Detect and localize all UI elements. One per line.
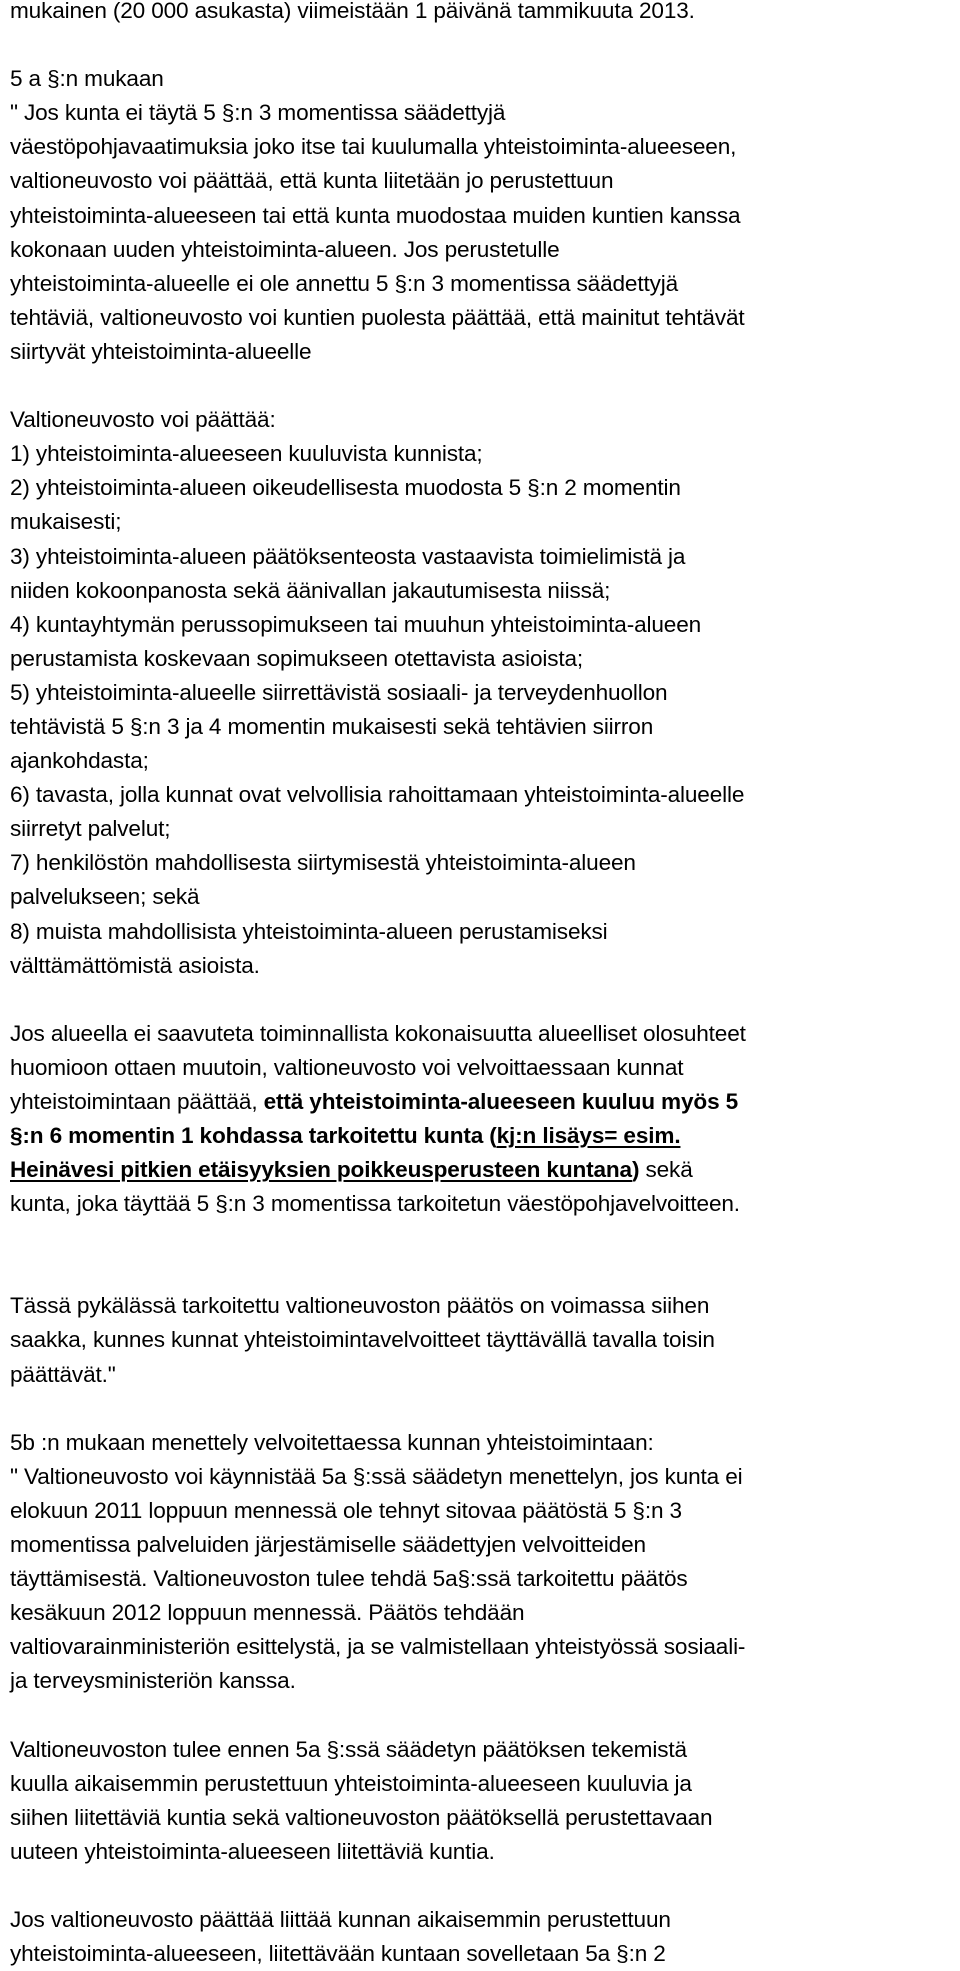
- decision-item: 2) yhteistoiminta-alueen oikeudellisesta muodosta 5 §:n 2 momentin: [10, 475, 681, 501]
- section-5b-line: " Valtioneuvosto voi käynnistää 5a §:ssä säädetyn menettelyn, jos kunta ei: [10, 1463, 743, 1489]
- hearing-line: Valtioneuvoston tulee ennen 5a §:ssä säädetyn päätöksen tekemistä: [10, 1736, 687, 1762]
- spacer: [10, 1699, 956, 1733]
- section-5a-line: " Jos kunta ei täytä 5 §:n 3 momentissa säädettyjä: [10, 100, 506, 126]
- section-5b-line: momentissa palveluiden järjestämiselle säädettyjen velvoitteiden: [10, 1532, 646, 1558]
- hearing-line: uuteen yhteistoiminta-alueeseen liitettäviä kuntia.: [10, 1838, 495, 1864]
- top-line: mukainen (20 000 asukasta) viimeistään 1 päivänä tammikuuta 2013.: [10, 0, 695, 23]
- decision-item: palvelukseen; sekä: [10, 884, 200, 910]
- decisions-intro: Valtioneuvosto voi päättää:: [10, 407, 276, 433]
- spacer: [10, 369, 956, 403]
- obligation-paragraph: [10, 1017, 956, 1222]
- document-page: [10, 0, 956, 1971]
- section-5a-heading: 5 a §:n mukaan: [10, 66, 164, 92]
- final-line: yhteistoiminta-alueeseen, liitettävään kuntaan sovelletaan 5a §:n 2: [10, 1941, 666, 1967]
- decision-item: niiden kokoonpanosta sekä äänivallan jakautumisesta niissä;: [10, 577, 611, 603]
- section-5a-line: yhteistoiminta-alueeseen tai että kunta muodostaa muiden kuntien kanssa: [10, 202, 741, 228]
- section-5a-line: väestöpohjavaatimuksia joko itse tai kuulumalla yhteistoiminta-alueeseen,: [10, 134, 737, 160]
- obligation-line: [10, 1085, 956, 1119]
- decision-item: 4) kuntayhtymän perussopimukseen tai muuhun yhteistoiminta-alueen: [10, 611, 702, 637]
- section-5b: [10, 1426, 956, 1699]
- spacer: [10, 28, 956, 62]
- hearing-line: kuulla aikaisemmin perustettuun yhteistoiminta-alueeseen kuuluvia ja: [10, 1770, 692, 1796]
- obligation-amendment-note: Heinävesi pitkien etäisyyksien poikkeusperusteen kuntana: [10, 1157, 632, 1183]
- validity-line: Tässä pykälässä tarkoitettu valtioneuvoston päätös on voimassa siihen: [10, 1293, 710, 1319]
- decisions-list: [10, 403, 956, 983]
- decision-item: ajankohdasta;: [10, 748, 149, 774]
- decision-item: 8) muista mahdollisista yhteistoiminta-alueen perustamiseksi: [10, 918, 608, 944]
- spacer: [10, 1221, 956, 1289]
- section-5a-line: tehtäviä, valtioneuvosto voi kuntien puolesta päättää, että mainitut tehtävät: [10, 304, 745, 330]
- obligation-line: huomioon ottaen muutoin, valtioneuvosto voi velvoittaessaan kunnat: [10, 1054, 684, 1080]
- section-5b-heading: 5b :n mukaan menettely velvoitettaessa kunnan yhteistoimintaan:: [10, 1429, 654, 1455]
- obligation-bold-text: että yhteistoiminta-alueeseen kuuluu myös 5: [263, 1089, 739, 1114]
- section-5a-line: siirtyvät yhteistoiminta-alueelle: [10, 338, 312, 364]
- validity-line: saakka, kunnes kunnat yhteistoimintavelvoitteet täyttävällä tavalla toisin: [10, 1327, 715, 1353]
- decision-item: perustamista koskevaan sopimukseen otettavista asioista;: [10, 645, 584, 671]
- final-paragraph: [10, 1903, 956, 1971]
- hearing-paragraph: [10, 1733, 956, 1869]
- decision-item: välttämättömistä asioista.: [10, 952, 260, 978]
- section-5b-line: kesäkuun 2012 loppuun mennessä. Päätös tehdään: [10, 1600, 525, 1626]
- section-5a: [10, 62, 956, 369]
- decision-item: 1) yhteistoiminta-alueeseen kuuluvista kunnista;: [10, 441, 483, 467]
- decision-item: mukaisesti;: [10, 509, 122, 535]
- obligation-line: kunta, joka täyttää 5 §:n 3 momentissa tarkoitetun väestöpohjavelvoitteen.: [10, 1191, 740, 1217]
- obligation-line: [10, 1153, 956, 1187]
- validity-paragraph: [10, 1289, 956, 1391]
- decision-item: 6) tavasta, jolla kunnat ovat velvollisia rahoittamaan yhteistoiminta-alueelle: [10, 782, 745, 808]
- decision-item: tehtävistä 5 §:n 3 ja 4 momentin mukaisesti sekä tehtävien siirron: [10, 713, 654, 739]
- obligation-bold-text: §:n 6 momentin 1 kohdassa tarkoitettu kunta (: [10, 1123, 497, 1149]
- validity-line: päättävät.": [10, 1361, 116, 1387]
- decision-item: 7) henkilöstön mahdollisesta siirtymisestä yhteistoiminta-alueen: [10, 850, 636, 876]
- section-5a-line: kokonaan uuden yhteistoiminta-alueen. Jos perustetulle: [10, 236, 560, 262]
- spacer: [10, 1392, 956, 1426]
- section-5b-line: valtiovarainministeriön esittelystä, ja se valmistellaan yhteistyössä sosiaali-: [10, 1634, 746, 1660]
- section-5a-line: valtioneuvosto voi päättää, että kunta liitetään jo perustettuun: [10, 168, 614, 194]
- decision-item: 3) yhteistoiminta-alueen päätöksenteosta vastaavista toimielimistä ja: [10, 543, 686, 569]
- obligation-close-paren: ): [631, 1157, 640, 1183]
- spacer: [10, 1869, 956, 1903]
- obligation-line: Jos alueella ei saavuteta toiminnallista kokonaisuutta alueelliset olosuhteet: [10, 1020, 746, 1046]
- decision-item: siirretyt palvelut;: [10, 816, 171, 842]
- obligation-line: [10, 1119, 956, 1153]
- section-5b-line: täyttämisestä. Valtioneuvoston tulee tehdä 5a§:ssä tarkoitettu päätös: [10, 1566, 688, 1592]
- spacer: [10, 983, 956, 1017]
- obligation-amendment-note: kj:n lisäys= esim.: [496, 1123, 681, 1149]
- section-5b-line: elokuun 2011 loppuun mennessä ole tehnyt sitovaa päätöstä 5 §:n 3: [10, 1497, 682, 1523]
- final-line: Jos valtioneuvosto päättää liittää kunnan aikaisemmin perustettuun: [10, 1907, 671, 1933]
- decision-item: 5) yhteistoiminta-alueelle siirrettävistä sosiaali- ja terveydenhuollon: [10, 679, 668, 705]
- section-5b-line: ja terveysministeriön kanssa.: [10, 1668, 296, 1694]
- obligation-plain-text: yhteistoimintaan päättää,: [10, 1089, 264, 1114]
- section-5a-line: yhteistoiminta-alueelle ei ole annettu 5 §:n 3 momentissa säädettyjä: [10, 270, 679, 296]
- obligation-plain-text: sekä: [639, 1157, 693, 1183]
- hearing-line: siihen liitettäviä kuntia sekä valtioneuvoston päätöksellä perustettavaan: [10, 1804, 713, 1830]
